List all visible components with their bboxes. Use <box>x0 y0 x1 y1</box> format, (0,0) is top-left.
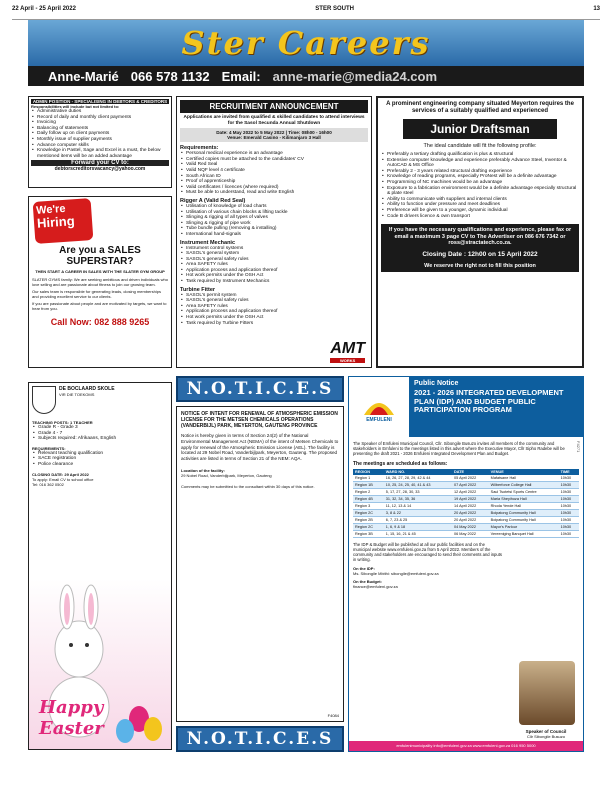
idp-ref: F4271 <box>576 441 581 453</box>
hiring-para1: SLATER GYMS family: We are seeking ambitious and driven individuals who love selling and are passionate about fitness to join our growing team. <box>32 277 168 287</box>
instrument-item: • Area SAFETY rules <box>180 262 368 268</box>
draftsman-profile-item: • Preferably a tertiary drafting qualification is plus & structural <box>381 152 579 158</box>
school-vacancy-item: • Subjects required: Afrikaans, English <box>32 436 168 442</box>
school-motto: VIR DIE TOEKOMS <box>59 392 95 397</box>
turbine-item: • Application process and application thereof <box>180 309 368 315</box>
school-name: DE BOCLAARD SKOLE <box>59 386 115 392</box>
meetings-cell: 10h30 <box>559 495 579 502</box>
instrument-heading: Instrument Mechanic <box>180 239 236 246</box>
school-vacancy: TEACHING POSTS: 1 TEACHER <box>32 420 93 425</box>
school-ad <box>28 382 172 750</box>
rigger-heading: Rigger A (Valid Red Seal) <box>180 197 246 204</box>
school-requirement-item: • SACE registration <box>32 456 168 462</box>
turbine-item: • Task required by Turbine Fitters <box>180 321 368 327</box>
rigger-item: • Slinging & rigging of all types of valves <box>180 215 368 221</box>
admin-ad <box>28 96 172 188</box>
draftsman-profile-item: • Code B drivers licence & own transport <box>381 214 579 220</box>
draftsman-intro: A prominent engineering company situated Meyerton requires the services of a suitably qualified and experienced <box>386 101 574 114</box>
meetings-row <box>353 488 579 495</box>
contact-phone: 066 578 1132 <box>130 68 210 84</box>
rigger-item: • Tube bundle pulling (removing & installing) <box>180 226 368 232</box>
school-apply: To apply: Email CV to school office <box>32 476 94 482</box>
requirement-item: • Certified copies must be attached to the candidates' CV <box>180 157 368 163</box>
rigger-item: • Utilisation of knowledge of load charts <box>180 204 368 210</box>
meetings-cell: Maria Sheyihoza Hall <box>489 495 559 502</box>
meetings-cell: 1, 15, 16, 21 & 45 <box>384 530 452 537</box>
school-requirement-item: • Relevant teaching qualification <box>32 451 168 457</box>
idp-body: The Speaker of Emfuleni Municipal Council, Cllr. Sibongile Busuzo invites all members of the community and stakeholders in Emfuleni to the meetings listed in this advert where the Executive Mayor, Cllr Sipho Radebe will be presenting the draft 2021 - 2026 Emfuleni Integrated Development Plan and Budget. <box>353 441 565 457</box>
notice-title: NOTICE OF INTENT FOR RENEWAL OF ATMOSPHERIC EMISSION LICENSE FOR THE METSEN CHEMICALS OPERATIONS (VANDERBIJL) PARK, MEYERTON, GAUTENG PROVINCE <box>181 411 338 429</box>
meetings-col-header: TIME <box>559 469 579 475</box>
requirement-item: • Must be able to understand, read and write English <box>180 190 368 196</box>
admin-duty-item: • Advance computer skills <box>31 143 169 149</box>
requirement-item: • Proof of apprenticeship <box>180 179 368 185</box>
meetings-cell: 10h30 <box>559 481 579 488</box>
instrument-item: • SASOL's general safety rules <box>180 257 368 263</box>
turbine-item: • SASOL's permit system <box>180 293 368 299</box>
banner-title: Ster Careers <box>181 24 431 62</box>
admin-cta: Forward your CV to: <box>31 160 169 166</box>
meetings-cell: 20 April 2022 <box>452 516 489 523</box>
draftsman-profile-item: • Ability to communicate with suppliers and internal clients <box>381 197 579 203</box>
notice-location-heading: Location of the facility: <box>181 467 225 473</box>
amt-logo-text: AMT <box>330 340 365 357</box>
meetings-row <box>353 502 579 509</box>
meetings-cell: Region 2C <box>353 509 384 516</box>
draftsman-apply: If you have the necessary qualifications and experience, please fax or email a maximum 3 page CV to The Advertiser on 086 676 7342 or ross@stractatech.co.za. <box>388 227 572 247</box>
admin-duty-item: • Knowledge in Pastel, Sage and Excel is a must, the below mentioned items will be an added advantage <box>31 148 169 159</box>
instrument-item: • Instrument control systems <box>180 246 368 252</box>
speaker-title: Speaker of Council <box>525 729 567 734</box>
meetings-cell: Region 2B <box>353 516 384 523</box>
meetings-cell: 19 April 2022 <box>452 495 489 502</box>
hiring-line1: We're <box>35 202 66 217</box>
contact-email-label: Email: <box>221 68 261 84</box>
meetings-cell: 07 April 2022 <box>452 481 489 488</box>
admin-duty-item: • Monthly issue of supplier payments <box>31 137 169 143</box>
meetings-cell: Mafatsane Hall <box>489 475 559 482</box>
hiring-ad <box>28 196 172 368</box>
turbine-heading: Turbine Fitter <box>180 286 216 293</box>
meetings-cell: 20 April 2022 <box>452 509 489 516</box>
idp-logo-area <box>349 377 409 437</box>
meetings-cell: 3, 8 & 22 <box>384 509 452 516</box>
admin-duty-item: • Administrative duties <box>31 109 169 115</box>
admin-duty-item: • Daily follow up on client payments <box>31 131 169 137</box>
notice-body: Notice is hereby given in terms of Section 24(2) of the National Environmental Management Act (NEMA) of the intent of Metsen Chemicals to apply for renewal of the Atmospheric Emission License (AEL). The facility is located at 29 Nobel Road, Vanderbijlpark, Meyerton, Gauteng. The proposed activities are listed in terms of Section 21 of the NEM: AQA. <box>181 433 339 462</box>
meetings-row <box>353 481 579 488</box>
recruit-title: RECRUITMENT ANNOUNCEMENT <box>180 100 368 113</box>
turbine-list <box>180 293 368 327</box>
hiring-para3: If you are passionate about people and are motivated by targets, we want to hear from you. <box>32 301 167 311</box>
school-requirement-item: • Police clearance <box>32 462 168 468</box>
instrument-item: • Task required by Instrument Mechanics <box>180 279 368 285</box>
rigger-item: • International hand-signals <box>180 232 368 238</box>
meetings-cell: Mayor's Parlour <box>489 523 559 530</box>
amt-logo <box>330 340 365 363</box>
hiring-call[interactable]: Call Now: 082 888 9265 <box>50 317 150 327</box>
school-tel: Tel: 016 362 0502 <box>32 481 64 487</box>
contact-email[interactable]: anne-marie@media24.com <box>272 68 438 84</box>
recruit-date: Date: 4 May 2022 to 5 May 2022 | Time: 08h00 - 16h00 <box>216 130 332 136</box>
idp-notice-label: Public Notice <box>414 380 459 387</box>
page-header <box>12 6 600 20</box>
requirement-item: • South African ID <box>180 174 368 180</box>
meetings-cell: 10h30 <box>559 516 579 523</box>
meetings-cell: 6, 7, 23 & 25 <box>384 516 452 523</box>
meetings-cell: Region 1B <box>353 481 384 488</box>
idp-footer: The IDP & Budget will be published at all our public facilities and on the municipal website www.emfuleni.gov.za from 5 April 2022. Members of the community and stakeholders are encouraged to send their comments and inputs in writing. <box>353 541 502 563</box>
meetings-cell: Rhoda Yende Hall <box>489 502 559 509</box>
hiring-badge <box>33 198 94 244</box>
draftsman-title: Junior Draftsman <box>403 119 557 139</box>
meetings-cell: 10h30 <box>559 530 579 537</box>
meetings-table <box>353 469 579 538</box>
requirements-heading: Requirements: <box>180 145 219 152</box>
amt-logo-sub: WORKS <box>330 358 365 363</box>
instrument-item: • Hot work permits under the OSH Act <box>180 273 368 279</box>
instrument-item: • SASOL's general system <box>180 251 368 257</box>
idp-table-heading: The meetings are scheduled as follows: <box>353 460 448 467</box>
meetings-col-header: VENUE <box>489 469 559 475</box>
turbine-item: • Area SAFETY rules <box>180 304 368 310</box>
notices-banner-bottom: N.O.T.I.C.E.S <box>176 726 344 752</box>
recruitment-ad <box>176 96 372 368</box>
idp-contact[interactable]: Ms. Sibongile Mbithi: sibongile@emfuleni.gov.za <box>353 571 439 577</box>
school-vacancy-item: • Grade 4 - 7 <box>32 431 168 437</box>
rigger-list <box>180 204 368 238</box>
meetings-cell: 16, 26, 27, 28, 29, 42 & 44 <box>384 475 452 482</box>
requirements-list <box>180 151 368 196</box>
school-req-list <box>32 451 168 468</box>
emfuleni-logo-icon <box>362 391 396 417</box>
meetings-cell: Wilberforce College Hall <box>489 481 559 488</box>
requirement-item: • Valid NQF level 4 certificate <box>180 168 368 174</box>
meetings-cell: Saul Tsotetsi Sports Centre <box>489 488 559 495</box>
issue-date: 22 April - 25 April 2022 <box>12 6 76 12</box>
meetings-cell: 14 April 2022 <box>452 502 489 509</box>
meetings-col-header: REGION <box>353 469 384 475</box>
hiring-line2: Hiring <box>36 213 76 231</box>
speaker-caption <box>511 729 581 739</box>
school-list <box>32 425 168 442</box>
hiring-para2: Our sales team is responsible for generating leads, closing memberships and providing excellent service to our clients. <box>32 289 161 299</box>
meetings-cell: 5, 17, 27, 28, 30, 33 <box>384 488 452 495</box>
idp-title: 2021 - 2026 INTEGRATED DEVELOPMENT PLAN (IDP) AND BUDGET PUBLIC PARTICIPATION PROGRAM <box>414 388 564 414</box>
draftsman-sub: The ideal candidate will fit the following profile: <box>423 143 537 149</box>
paper-name: STER SOUTH <box>315 6 354 12</box>
draftsman-apply-box <box>381 224 579 272</box>
school-crest-icon <box>32 386 56 414</box>
draftsman-profile-item: • Exposure to a fabrication environment would be a definite advantage especially structural & plate steel <box>381 186 579 197</box>
meetings-cell: Region 2C <box>353 523 384 530</box>
meetings-cell: Boipatong Community Hall <box>489 509 559 516</box>
on-idp-heading: On the IDP: <box>353 566 375 572</box>
draftsman-closing: Closing Date : 12h00 on 15 April 2022 <box>422 250 538 258</box>
admin-title: ADMIN POSITION - SPECIALISING IN DEBTORS & CREDITORS <box>32 99 168 104</box>
notice-ref: F4084 <box>327 713 339 718</box>
meetings-cell: 10h30 <box>559 523 579 530</box>
requirement-item: • Personal medical experience is an advantage <box>180 151 368 157</box>
meetings-cell: 31, 32, 34, 35, 36 <box>384 495 452 502</box>
draftsman-profile-item: • Knowledge of reading programs, especially ProNest will be a definite advantage <box>381 174 579 180</box>
admin-list <box>31 109 169 159</box>
school-req-heading: REQUIREMENTS: <box>32 445 66 451</box>
draftsman-profile-item: • Programming of NC machines would be an advantage <box>381 180 579 186</box>
easter-text: Happy Easter <box>39 697 104 739</box>
turbine-item: • SASOL's general safety rules <box>180 298 368 304</box>
careers-banner <box>28 20 584 66</box>
meetings-cell: 11, 12, 13 & 14 <box>384 502 452 509</box>
notices-banner-top: N.O.T.I.C.E.S <box>176 376 344 402</box>
draftsman-profile-item: • Extensive computer knowledge and experience preferably Advance Steel, Inventor & AutoCAD & MS Office <box>381 158 579 169</box>
muni-name: EMFULENI <box>366 417 392 423</box>
speaker-name: Cllr Sibongile Busuzo <box>526 734 566 739</box>
idp-header <box>349 377 583 437</box>
draftsman-profile-item: • Preferably 2 - 3 years related structural drafting experience <box>381 169 579 175</box>
meetings-cell: 10h30 <box>559 475 579 482</box>
meetings-row <box>353 509 579 516</box>
hiring-headline: Are you a SALES SUPERSTAR? <box>59 245 141 267</box>
admin-duty-item: • Record of daily and monthly client payments <box>31 115 169 121</box>
idp-title-area <box>409 377 583 437</box>
meetings-cell: Region 1 <box>353 475 384 482</box>
meetings-cell: 10, 25, 24, 25, 40, 41 & 43 <box>384 481 452 488</box>
draftsman-profile-item: • Preference will be given to a younger, dynamic individual <box>381 208 579 214</box>
meetings-cell: 12 April 2022 <box>452 488 489 495</box>
meetings-col-header: WARD NO. <box>384 469 452 475</box>
meetings-cell: Region 4B <box>353 495 384 502</box>
admin-intro: Responsibilities will include but not limited to: <box>31 104 120 109</box>
meetings-cell: 1, 6, 9 & 18 <box>384 523 452 530</box>
meetings-row <box>353 523 579 530</box>
contact-name: Anne-Marié <box>48 68 119 84</box>
notice-location: 29 Nobel Road, Vanderbijlpark, Meyerton, Gauteng <box>181 472 272 478</box>
meetings-cell: 04 May 2022 <box>452 523 489 530</box>
school-closing: CLOSING DATE: 29 April 2022 <box>32 471 89 477</box>
draftsman-list <box>381 152 579 219</box>
admin-duty-item: • Balancing of statements <box>31 126 169 132</box>
draftsman-profile-item: • Ability to function under pressure and meet deadlines <box>381 202 579 208</box>
contact-bar <box>28 66 584 86</box>
recruit-when <box>180 128 368 142</box>
recruit-intro: Applications are invited from qualified & skilled candidates to attend interviews for the Sasol Secunda Annual Shutdown <box>183 115 365 126</box>
meetings-row <box>353 516 579 523</box>
school-vacancy-item: • Grade R - Grade 3 <box>32 425 168 431</box>
hiring-subhead: THEN START A CAREER IN SALES WITH THE SLATER GYM GROUP <box>35 269 165 274</box>
admin-duty-item: • Invoicing <box>31 120 169 126</box>
meetings-cell: 10h30 <box>559 509 579 516</box>
meetings-cell: 10h30 <box>559 502 579 509</box>
meetings-row <box>353 530 579 537</box>
meetings-cell: 06 May 2022 <box>452 530 489 537</box>
school-header <box>32 386 168 414</box>
meetings-cell: Vereeniging Banquet Hall <box>489 530 559 537</box>
meetings-cell: 10h30 <box>559 488 579 495</box>
requirement-item: • Valid certificates / licences (where required) <box>180 185 368 191</box>
meetings-col-header: DATE <box>452 469 489 475</box>
meetings-row <box>353 495 579 502</box>
requirement-item: • Valid Red Seal <box>180 162 368 168</box>
turbine-item: • Hot work permits under the OSH Act <box>180 315 368 321</box>
on-budget-heading: On the Budget: <box>353 579 382 585</box>
easter-graphic <box>29 579 171 749</box>
notice-ad <box>176 406 344 722</box>
meetings-cell: Region 2 <box>353 488 384 495</box>
speaker-photo <box>519 661 575 725</box>
meetings-cell: Boipatong Community Hall <box>489 516 559 523</box>
meetings-cell: Region 3 <box>353 502 384 509</box>
admin-email[interactable]: debtorscreditorsvacancy@yahoo.com <box>54 166 146 173</box>
page-number: 13 <box>593 6 600 12</box>
idp-notice <box>348 376 584 752</box>
instrument-item: • Application process and application thereof <box>180 268 368 274</box>
notice-contact: Comments may be submitted to the consultant within 30 days of this notice. <box>181 483 315 489</box>
instrument-list <box>180 246 368 285</box>
idp-social-bar: emfulenimunicipality info@emfuleni.gov.za www.emfuleni.gov.za 016 950 5000 <box>349 741 583 751</box>
recruit-venue: Venue: Emerald Casino - Kilimanjaro 3 Hall <box>227 135 321 141</box>
meetings-cell: Region 3B <box>353 530 384 537</box>
draftsman-reserve: We reserve the right not to fill this position <box>424 262 536 269</box>
budget-contact[interactable]: finance@emfuleni.gov.za <box>353 584 398 590</box>
rigger-item: • Utilisation of various chain blocks & lifting tackle <box>180 210 368 216</box>
draftsman-ad <box>376 96 584 368</box>
rigger-item: • Slinging & rigging of pipe work <box>180 221 368 227</box>
meetings-cell: 05 April 2022 <box>452 475 489 482</box>
